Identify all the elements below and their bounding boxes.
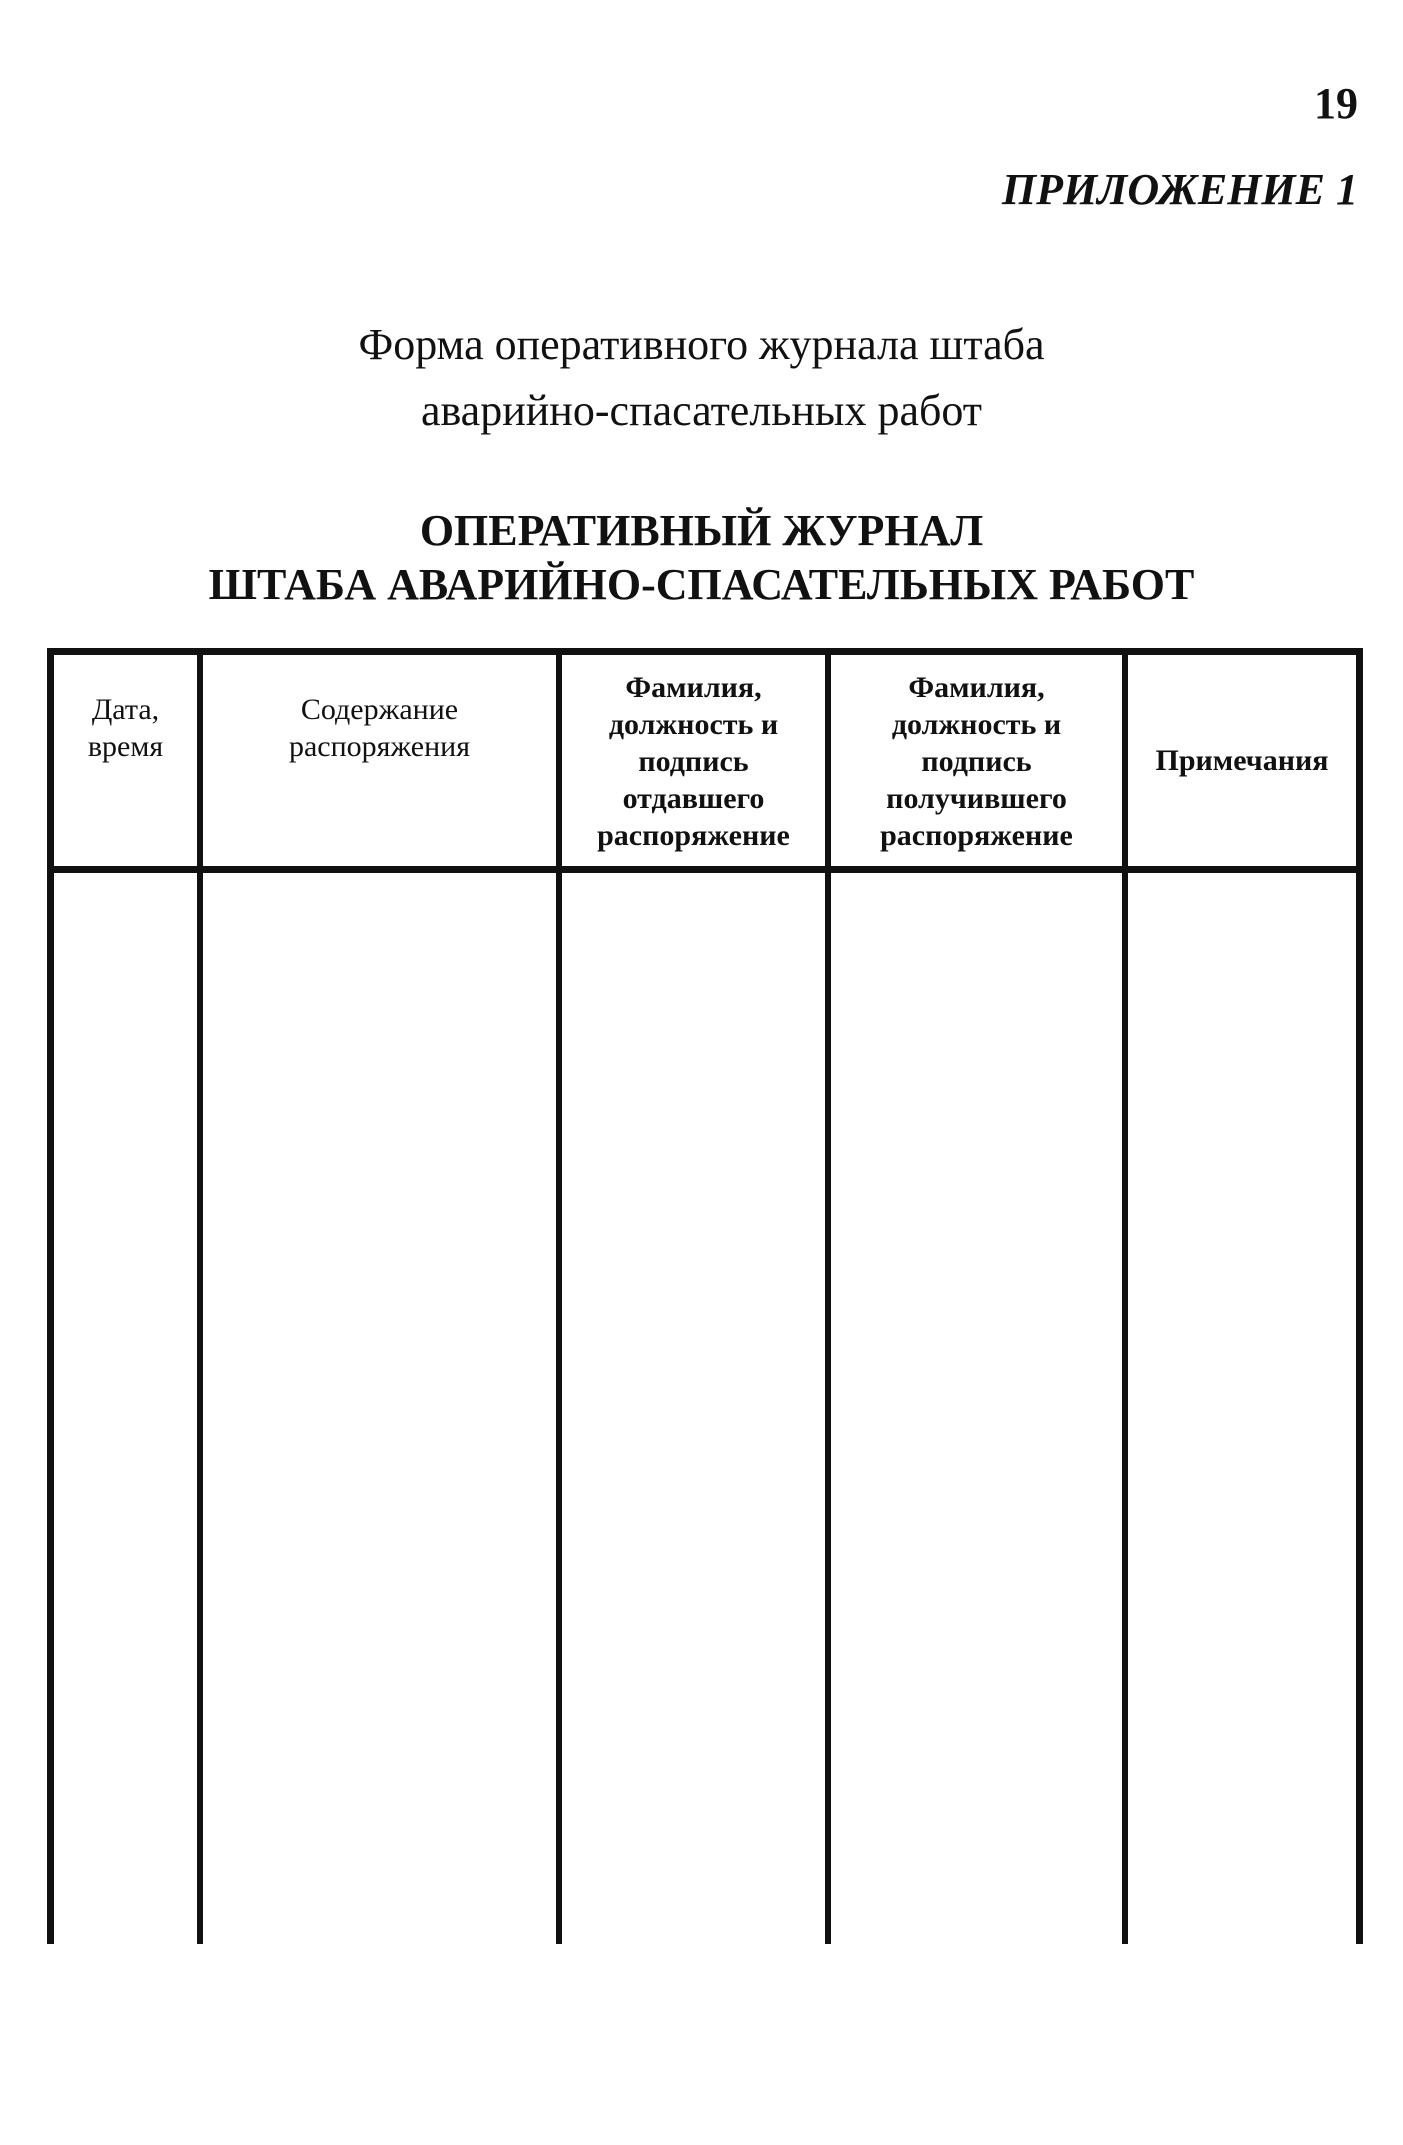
column-header-issuer: Фамилия, должность и подпись отдавшего распоряжение: [597, 671, 790, 852]
table-top-border: [47, 648, 1363, 655]
column-header-order-content: Содержание распоряжения: [288, 693, 471, 763]
column-header-notes: Примечания: [1155, 744, 1329, 777]
table-right-border: [1356, 648, 1363, 1944]
column-header-date-time: Дата, время: [87, 693, 164, 763]
table-left-border: [47, 648, 54, 1944]
form-title-line-1: Форма оперативного журнала штаба: [358, 320, 1045, 369]
journal-table: [47, 648, 1363, 1944]
form-title: [0, 312, 1403, 444]
table-header-divider: [47, 866, 1363, 873]
column-header-receiver: Фамилия, должность и подпись получившего распоряжение: [880, 671, 1073, 852]
journal-title: [0, 504, 1403, 612]
appendix-label: ПРИЛОЖЕНИЕ 1: [1001, 165, 1358, 214]
journal-title-line-1: ОПЕРАТИВНЫЙ ЖУРНАЛ: [419, 506, 984, 555]
page-number: 19: [1314, 79, 1358, 128]
journal-title-line-2: ШТАБА АВАРИЙНО-СПАСАТЕЛЬНЫХ РАБОТ: [208, 560, 1195, 609]
form-title-line-2: аварийно-спасательных работ: [420, 386, 983, 435]
